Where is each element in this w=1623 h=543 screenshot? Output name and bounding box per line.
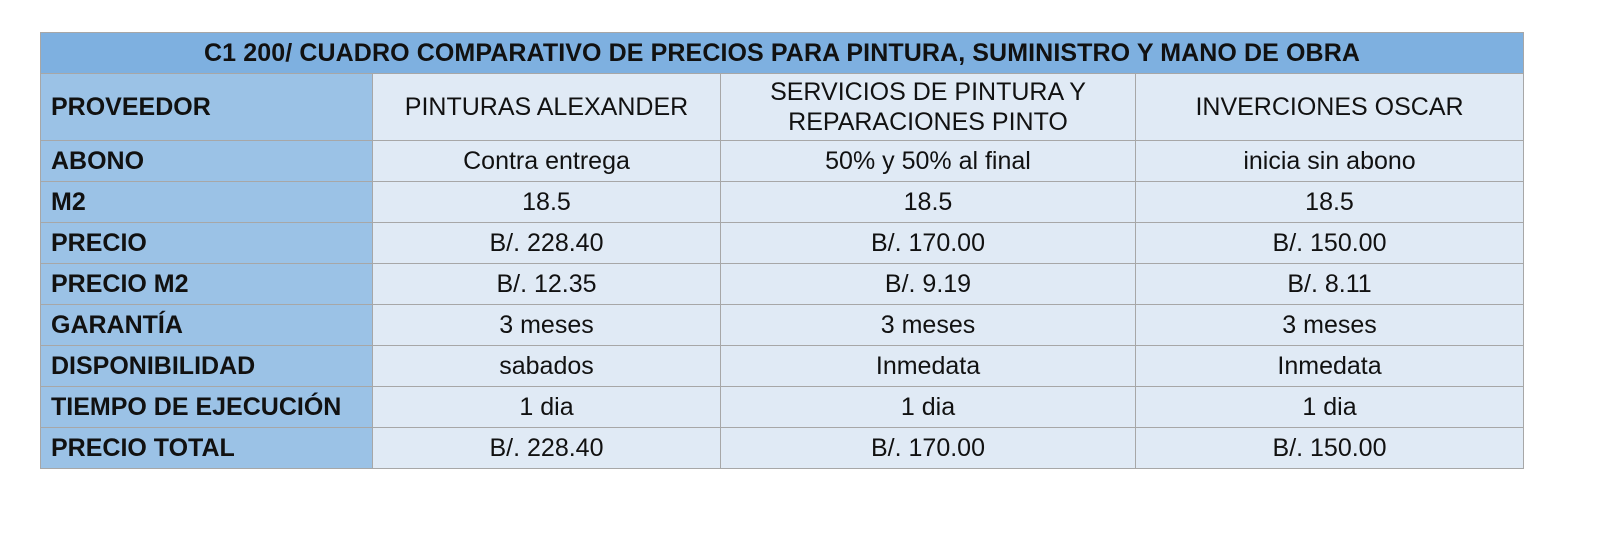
cell-precio-supplier-3: B/. 150.00	[1136, 223, 1524, 264]
header-label-proveedor: PROVEEDOR	[41, 74, 373, 141]
cell-garantia-supplier-1: 3 meses	[373, 305, 721, 346]
cell-abono-supplier-3: inicia sin abono	[1136, 141, 1524, 182]
cell-precio-m2-supplier-2: B/. 9.19	[721, 264, 1136, 305]
table-row	[41, 264, 1524, 305]
cell-precio-m2-supplier-3: B/. 8.11	[1136, 264, 1524, 305]
cell-disponibilidad-supplier-1: sabados	[373, 346, 721, 387]
cell-precio-total-supplier-2: B/. 170.00	[721, 428, 1136, 469]
table-row	[41, 346, 1524, 387]
row-label-tiempo-de-ejecucion: TIEMPO DE EJECUCIÓN	[41, 387, 373, 428]
row-label-precio-total: PRECIO TOTAL	[41, 428, 373, 469]
page-title: C1 200/ CUADRO COMPARATIVO DE PRECIOS PARA PINTURA, SUMINISTRO Y MANO DE OBRA	[41, 33, 1524, 74]
table-row	[41, 223, 1524, 264]
supplier-3-header	[1136, 74, 1524, 141]
row-label-precio-m2: PRECIO M2	[41, 264, 373, 305]
row-label-m2: M2	[41, 182, 373, 223]
cell-tiempo-supplier-1: 1 dia	[373, 387, 721, 428]
cell-precio-total-supplier-3: B/. 150.00	[1136, 428, 1524, 469]
row-label-garantia: GARANTÍA	[41, 305, 373, 346]
table-header-row	[41, 74, 1524, 141]
supplier-3-name-line1: INVERCIONES OSCAR	[1195, 92, 1464, 121]
cell-garantia-supplier-2: 3 meses	[721, 305, 1136, 346]
cell-abono-supplier-1: Contra entrega	[373, 141, 721, 182]
row-label-precio: PRECIO	[41, 223, 373, 264]
cell-precio-m2-supplier-1: B/. 12.35	[373, 264, 721, 305]
comparison-table-container	[40, 32, 1523, 469]
cell-precio-total-supplier-1: B/. 228.40	[373, 428, 721, 469]
table-row	[41, 141, 1524, 182]
supplier-2-header	[721, 74, 1136, 141]
cell-m2-supplier-2: 18.5	[721, 182, 1136, 223]
supplier-2-name-line1: SERVICIOS DE PINTURA Y	[770, 77, 1086, 106]
cell-garantia-supplier-3: 3 meses	[1136, 305, 1524, 346]
price-comparison-table	[40, 32, 1524, 469]
cell-tiempo-supplier-2: 1 dia	[721, 387, 1136, 428]
table-row	[41, 305, 1524, 346]
cell-m2-supplier-3: 18.5	[1136, 182, 1524, 223]
supplier-1-header	[373, 74, 721, 141]
cell-precio-supplier-2: B/. 170.00	[721, 223, 1136, 264]
cell-disponibilidad-supplier-2: Inmedata	[721, 346, 1136, 387]
row-label-abono: ABONO	[41, 141, 373, 182]
table-row	[41, 182, 1524, 223]
cell-precio-supplier-1: B/. 228.40	[373, 223, 721, 264]
table-title-row	[41, 33, 1524, 74]
cell-disponibilidad-supplier-3: Inmedata	[1136, 346, 1524, 387]
table-row	[41, 387, 1524, 428]
supplier-2-name-line2: REPARACIONES PINTO	[788, 108, 1068, 136]
cell-abono-supplier-2: 50% y 50% al final	[721, 141, 1136, 182]
supplier-1-name-line1: PINTURAS ALEXANDER	[404, 92, 689, 121]
cell-m2-supplier-1: 18.5	[373, 182, 721, 223]
cell-tiempo-supplier-3: 1 dia	[1136, 387, 1524, 428]
row-label-disponibilidad: DISPONIBILIDAD	[41, 346, 373, 387]
table-row	[41, 428, 1524, 469]
